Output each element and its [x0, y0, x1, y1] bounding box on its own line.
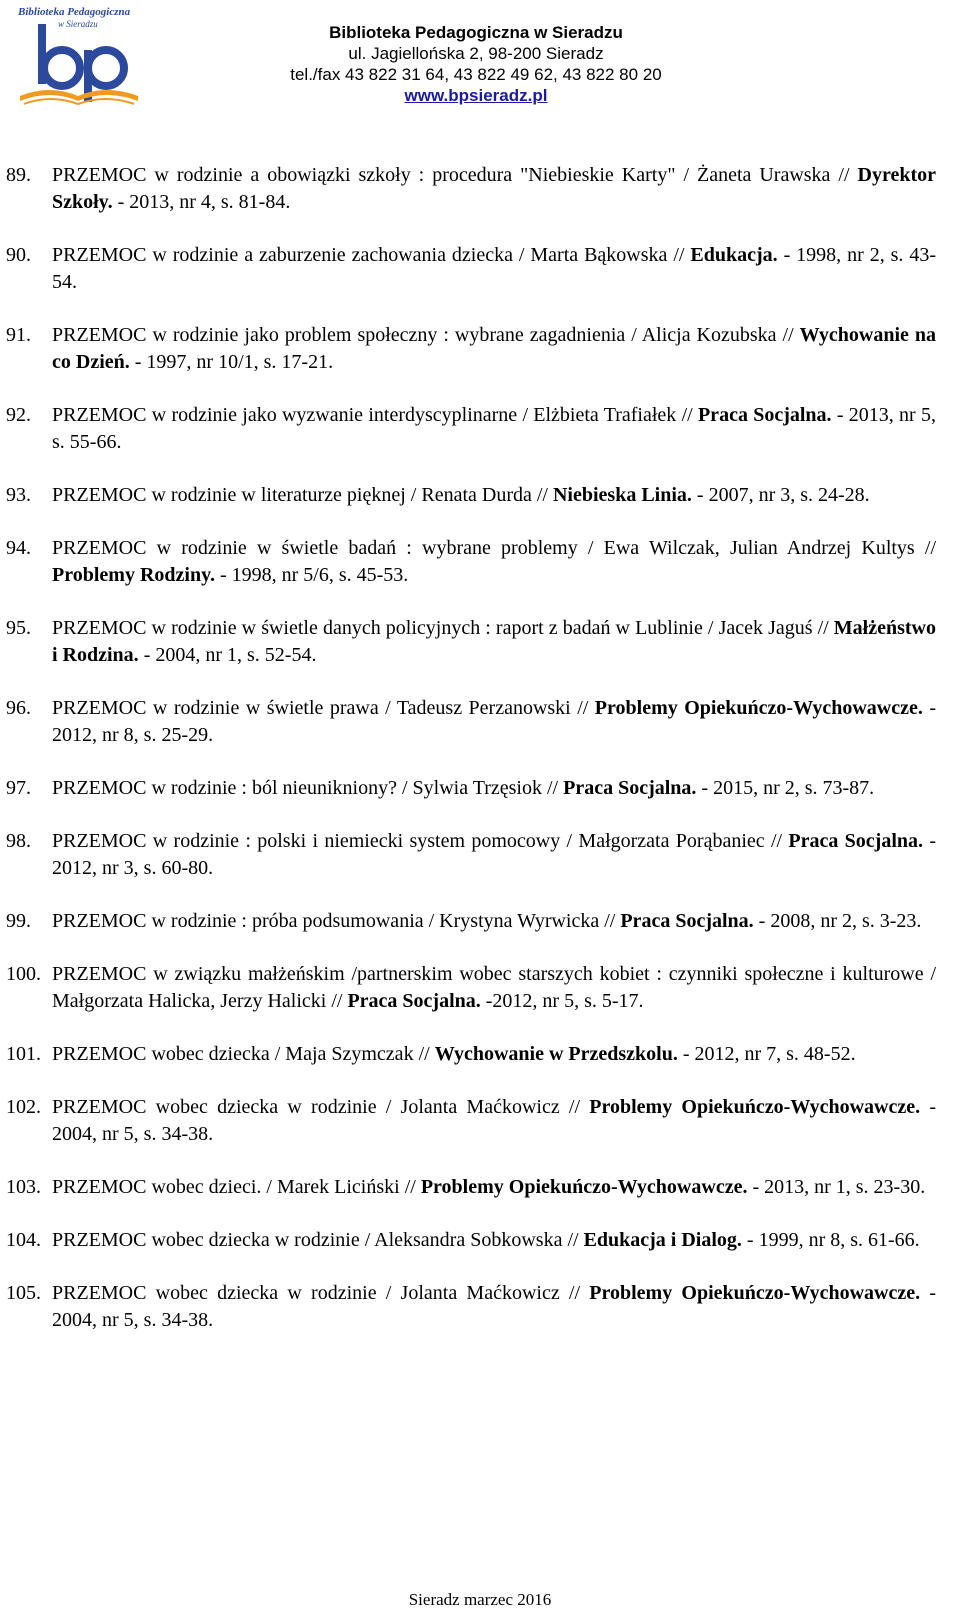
entry-journal: Praca Socjalna.	[697, 404, 832, 426]
bibliography-entry	[0, 535, 960, 589]
entry-number: 104.	[6, 1229, 41, 1251]
bibliography-entry	[0, 242, 960, 296]
library-name: Biblioteka Pedagogiczna w Sieradzu	[329, 23, 623, 42]
bibliography-entry	[0, 908, 960, 935]
bibliography-entry	[0, 775, 960, 802]
entry-number: 105.	[6, 1282, 41, 1304]
library-website-link[interactable]: www.bpsieradz.pl	[404, 86, 548, 105]
bibliography-entry	[0, 828, 960, 882]
entry-citation: PRZEMOC wobec dziecka w rodzinie / Jolanta Maćkowicz //	[52, 1096, 590, 1118]
bibliography-entry	[0, 1094, 960, 1148]
logo-text-line2: w Sieradzu	[58, 19, 98, 29]
bibliography-entry	[0, 1227, 960, 1254]
entry-citation: PRZEMOC w rodzinie w świetle badań : wybrane problemy / Ewa Wilczak, Julian Andrzej Kultys //	[52, 537, 936, 559]
entry-number: 91.	[6, 324, 31, 346]
entry-journal: Problemy Opiekuńczo-Wychowawcze.	[589, 1096, 921, 1118]
entry-number: 101.	[6, 1043, 41, 1065]
entry-details: - 1998, nr 5/6, s. 45-53.	[214, 564, 409, 586]
entry-journal: Problemy Opiekuńczo-Wychowawcze.	[589, 1282, 921, 1304]
entry-details: -2012, nr 5, s. 5-17.	[480, 990, 644, 1012]
bibliography-entry	[0, 1280, 960, 1334]
bibliography-entry	[0, 1174, 960, 1201]
library-address: ul. Jagiellońska 2, 98-200 Sieradz	[348, 44, 604, 63]
bibliography-entry	[0, 1041, 960, 1068]
entry-journal: Edukacja.	[690, 244, 778, 266]
entry-journal: Praca Socjalna.	[347, 990, 481, 1012]
entry-details: - 1997, nr 10/1, s. 17-21.	[129, 351, 334, 373]
entry-details: - 2013, nr 1, s. 23-30.	[747, 1176, 926, 1198]
entry-details: - 2004, nr 1, s. 52-54.	[138, 644, 317, 666]
page-footer-date: Sieradz marzec 2016	[408, 1590, 552, 1609]
library-phone: tel./fax 43 822 31 64, 43 822 49 62, 43 822 80 20	[290, 65, 662, 84]
library-contact-header	[286, 22, 666, 106]
entry-citation: PRZEMOC w rodzinie jako wyzwanie interdyscyplinarne / Elżbieta Trafiałek //	[52, 404, 698, 426]
entry-citation: PRZEMOC wobec dziecka w rodzinie / Jolanta Maćkowicz //	[52, 1282, 590, 1304]
entry-number: 90.	[6, 244, 31, 266]
entry-details: - 2012, nr 7, s. 48-52.	[677, 1043, 856, 1065]
entry-details: - 2007, nr 3, s. 24-28.	[691, 484, 870, 506]
entry-journal: Wychowanie na co Dzień.	[52, 324, 936, 373]
entry-journal: Praca Socjalna.	[563, 777, 697, 799]
entry-number: 94.	[6, 537, 31, 559]
entry-number: 95.	[6, 617, 31, 639]
entry-number: 97.	[6, 777, 31, 799]
bibliography-entry	[0, 482, 960, 509]
entry-number: 99.	[6, 910, 31, 932]
entry-citation: PRZEMOC w rodzinie : ból nieunikniony? / Sylwia Trzęsiok //	[52, 777, 564, 799]
entry-journal: Edukacja i Dialog.	[583, 1229, 742, 1251]
entry-journal: Praca Socjalna.	[620, 910, 754, 932]
bibliography-entry	[0, 322, 960, 376]
entry-number: 93.	[6, 484, 31, 506]
entry-citation: PRZEMOC w związku małżeńskim /partnerskim wobec starszych kobiet : czynniki społeczne i kulturowe / Małgorzata Halicka, Jerzy Halicki //	[52, 963, 936, 1012]
entry-citation: PRZEMOC wobec dziecka w rodzinie / Aleksandra Sobkowska //	[52, 1229, 584, 1251]
library-logo	[14, 4, 144, 110]
entry-journal: Małżeństwo i Rodzina.	[52, 617, 936, 666]
entry-citation: PRZEMOC w rodzinie : polski i niemiecki system pomocowy / Małgorzata Porąbaniec //	[52, 830, 789, 852]
logo-text-line1: Biblioteka Pedagogiczna	[18, 6, 131, 18]
entry-citation: PRZEMOC w rodzinie w świetle prawa / Tadeusz Perzanowski //	[52, 697, 595, 719]
entry-citation: PRZEMOC wobec dzieci. / Marek Liciński //	[52, 1176, 421, 1198]
entry-number: 103.	[6, 1176, 41, 1198]
entry-citation: PRZEMOC w rodzinie w świetle danych policyjnych : raport z badań w Lublinie / Jacek Jaguś //	[52, 617, 834, 639]
entry-details: - 2012, nr 3, s. 60-80.	[52, 830, 936, 879]
entry-citation: PRZEMOC w rodzinie jako problem społeczny : wybrane zagadnienia / Alicja Kozubska //	[52, 324, 800, 346]
entry-details: - 2004, nr 5, s. 34-38.	[52, 1282, 936, 1331]
entry-details: - 1999, nr 8, s. 61-66.	[741, 1229, 920, 1251]
entry-journal: Praca Socjalna.	[788, 830, 924, 852]
entry-number: 89.	[6, 164, 31, 186]
entry-details: - 1998, nr 2, s. 43-54.	[52, 244, 937, 293]
bibliography-list	[0, 162, 960, 1360]
entry-number: 92.	[6, 404, 31, 426]
entry-citation: PRZEMOC w rodzinie a obowiązki szkoły : procedura "Niebieskie Karty" / Żaneta Urawska //	[52, 164, 858, 186]
entry-citation: PRZEMOC w rodzinie a zaburzenie zachowania dziecka / Marta Bąkowska //	[52, 244, 691, 266]
bibliography-entry	[0, 402, 960, 456]
entry-number: 100.	[6, 963, 41, 985]
entry-number: 98.	[6, 830, 31, 852]
entry-journal: Dyrektor Szkoły.	[52, 164, 936, 213]
entry-journal: Problemy Opiekuńczo-Wychowawcze.	[594, 697, 923, 719]
entry-details: - 2013, nr 4, s. 81-84.	[112, 191, 291, 213]
entry-journal: Problemy Rodziny.	[52, 564, 215, 586]
entry-citation: PRZEMOC wobec dziecka / Maja Szymczak //	[52, 1043, 435, 1065]
library-logo-graphic	[14, 4, 144, 110]
entry-details: - 2008, nr 2, s. 3-23.	[753, 910, 922, 932]
entry-number: 96.	[6, 697, 31, 719]
entry-journal: Wychowanie w Przedszkolu.	[434, 1043, 678, 1065]
bibliography-entry	[0, 162, 960, 216]
entry-details: - 2015, nr 2, s. 73-87.	[696, 777, 875, 799]
entry-details: - 2004, nr 5, s. 34-38.	[52, 1096, 936, 1145]
entry-journal: Problemy Opiekuńczo-Wychowawcze.	[420, 1176, 748, 1198]
entry-citation: PRZEMOC w rodzinie : próba podsumowania / Krystyna Wyrwicka //	[52, 910, 621, 932]
bibliography-entry	[0, 961, 960, 1015]
entry-details: - 2013, nr 5, s. 55-66.	[52, 404, 936, 453]
bibliography-entry	[0, 615, 960, 669]
entry-journal: Niebieska Linia.	[552, 484, 692, 506]
bibliography-entry	[0, 695, 960, 749]
entry-citation: PRZEMOC w rodzinie w literaturze pięknej / Renata Durda //	[52, 484, 553, 506]
entry-number: 102.	[6, 1096, 41, 1118]
entry-details: - 2012, nr 8, s. 25-29.	[52, 697, 936, 746]
